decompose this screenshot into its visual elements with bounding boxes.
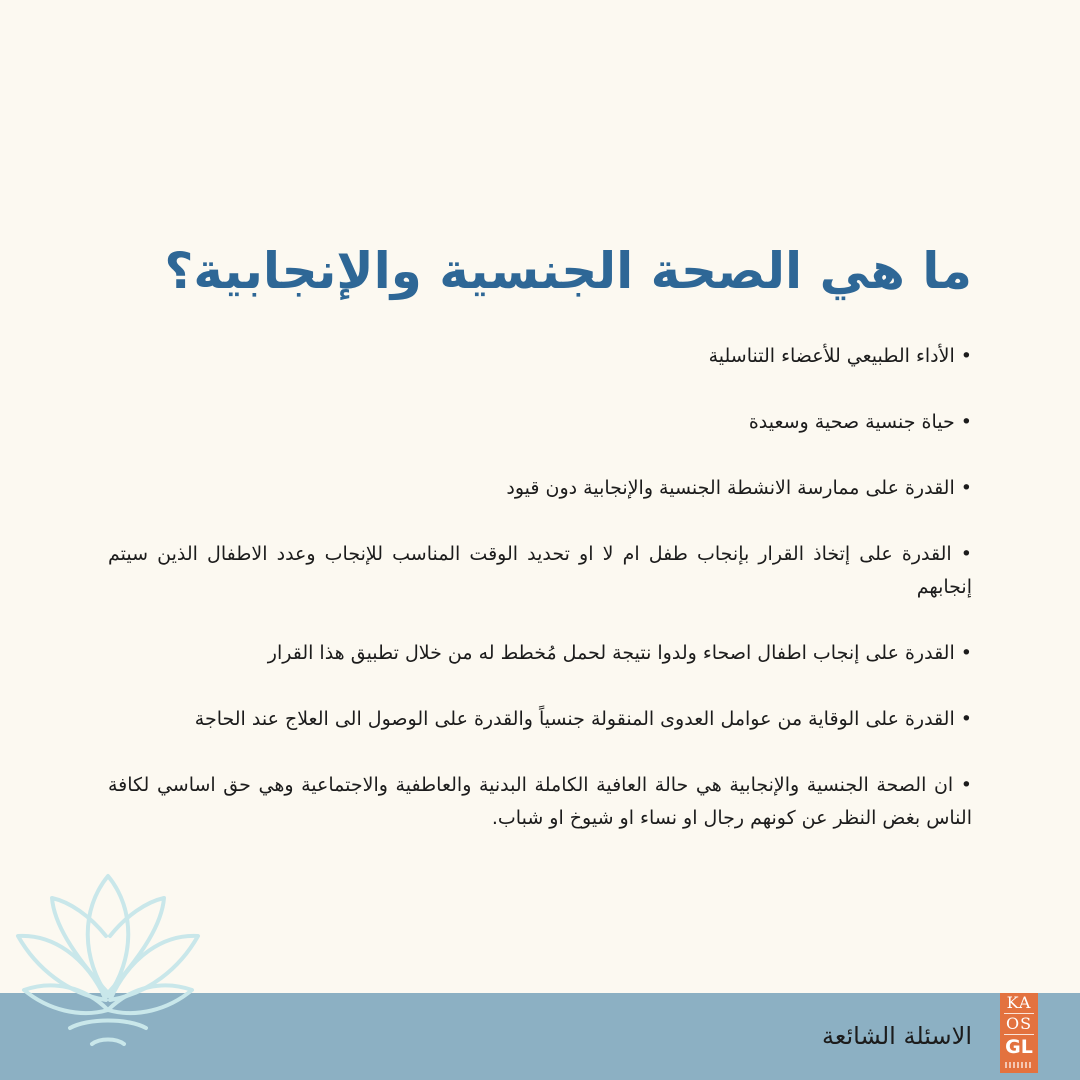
- logo-text-gl: GL: [1005, 1036, 1033, 1058]
- logo-text-ka: KA: [1006, 993, 1032, 1012]
- list-item: • القدرة على إتخاذ القرار بإنجاب طفل ام لا او تحديد الوقت المناسب للإنجاب وعدد الاطفال الذين سيتم إنجابهم: [108, 538, 972, 604]
- list-item: • الأداء الطبيعي للأعضاء التناسلية: [108, 340, 972, 373]
- lotus-icon: [10, 868, 206, 1068]
- page-title: ما هي الصحة الجنسية والإنجابية؟: [164, 242, 972, 300]
- list-item: • القدرة على الوقاية من عوامل العدوى المنقولة جنسياً والقدرة على الوصول الى العلاج عند الحاجة: [108, 703, 972, 736]
- list-item: • القدرة على ممارسة الانشطة الجنسية والإنجابية دون قيود: [108, 472, 972, 505]
- logo-text-os: OS: [1005, 1014, 1033, 1033]
- bullet-list: [108, 340, 972, 868]
- logo-divider: [1004, 1034, 1034, 1035]
- list-item: • القدرة على إنجاب اطفال اصحاء ولدوا نتيجة لحمل مُخطط له من خلال تطبيق هذا القرار: [108, 637, 972, 670]
- list-item: • ان الصحة الجنسية والإنجابية هي حالة العافية الكاملة البدنية والعاطفية والاجتماعية وهي حق اساسي لكافة الناس بغض النظر عن كونهم رجال او نساء او شيوخ او شباب.: [108, 769, 972, 835]
- list-item: • حياة جنسية صحية وسعيدة: [108, 406, 972, 439]
- logo-divider: [1004, 1013, 1034, 1014]
- footer-label: الاسئلة الشائعة: [822, 1022, 972, 1050]
- kaos-gl-logo: [1000, 993, 1038, 1073]
- logo-fine-print: [1005, 1062, 1033, 1068]
